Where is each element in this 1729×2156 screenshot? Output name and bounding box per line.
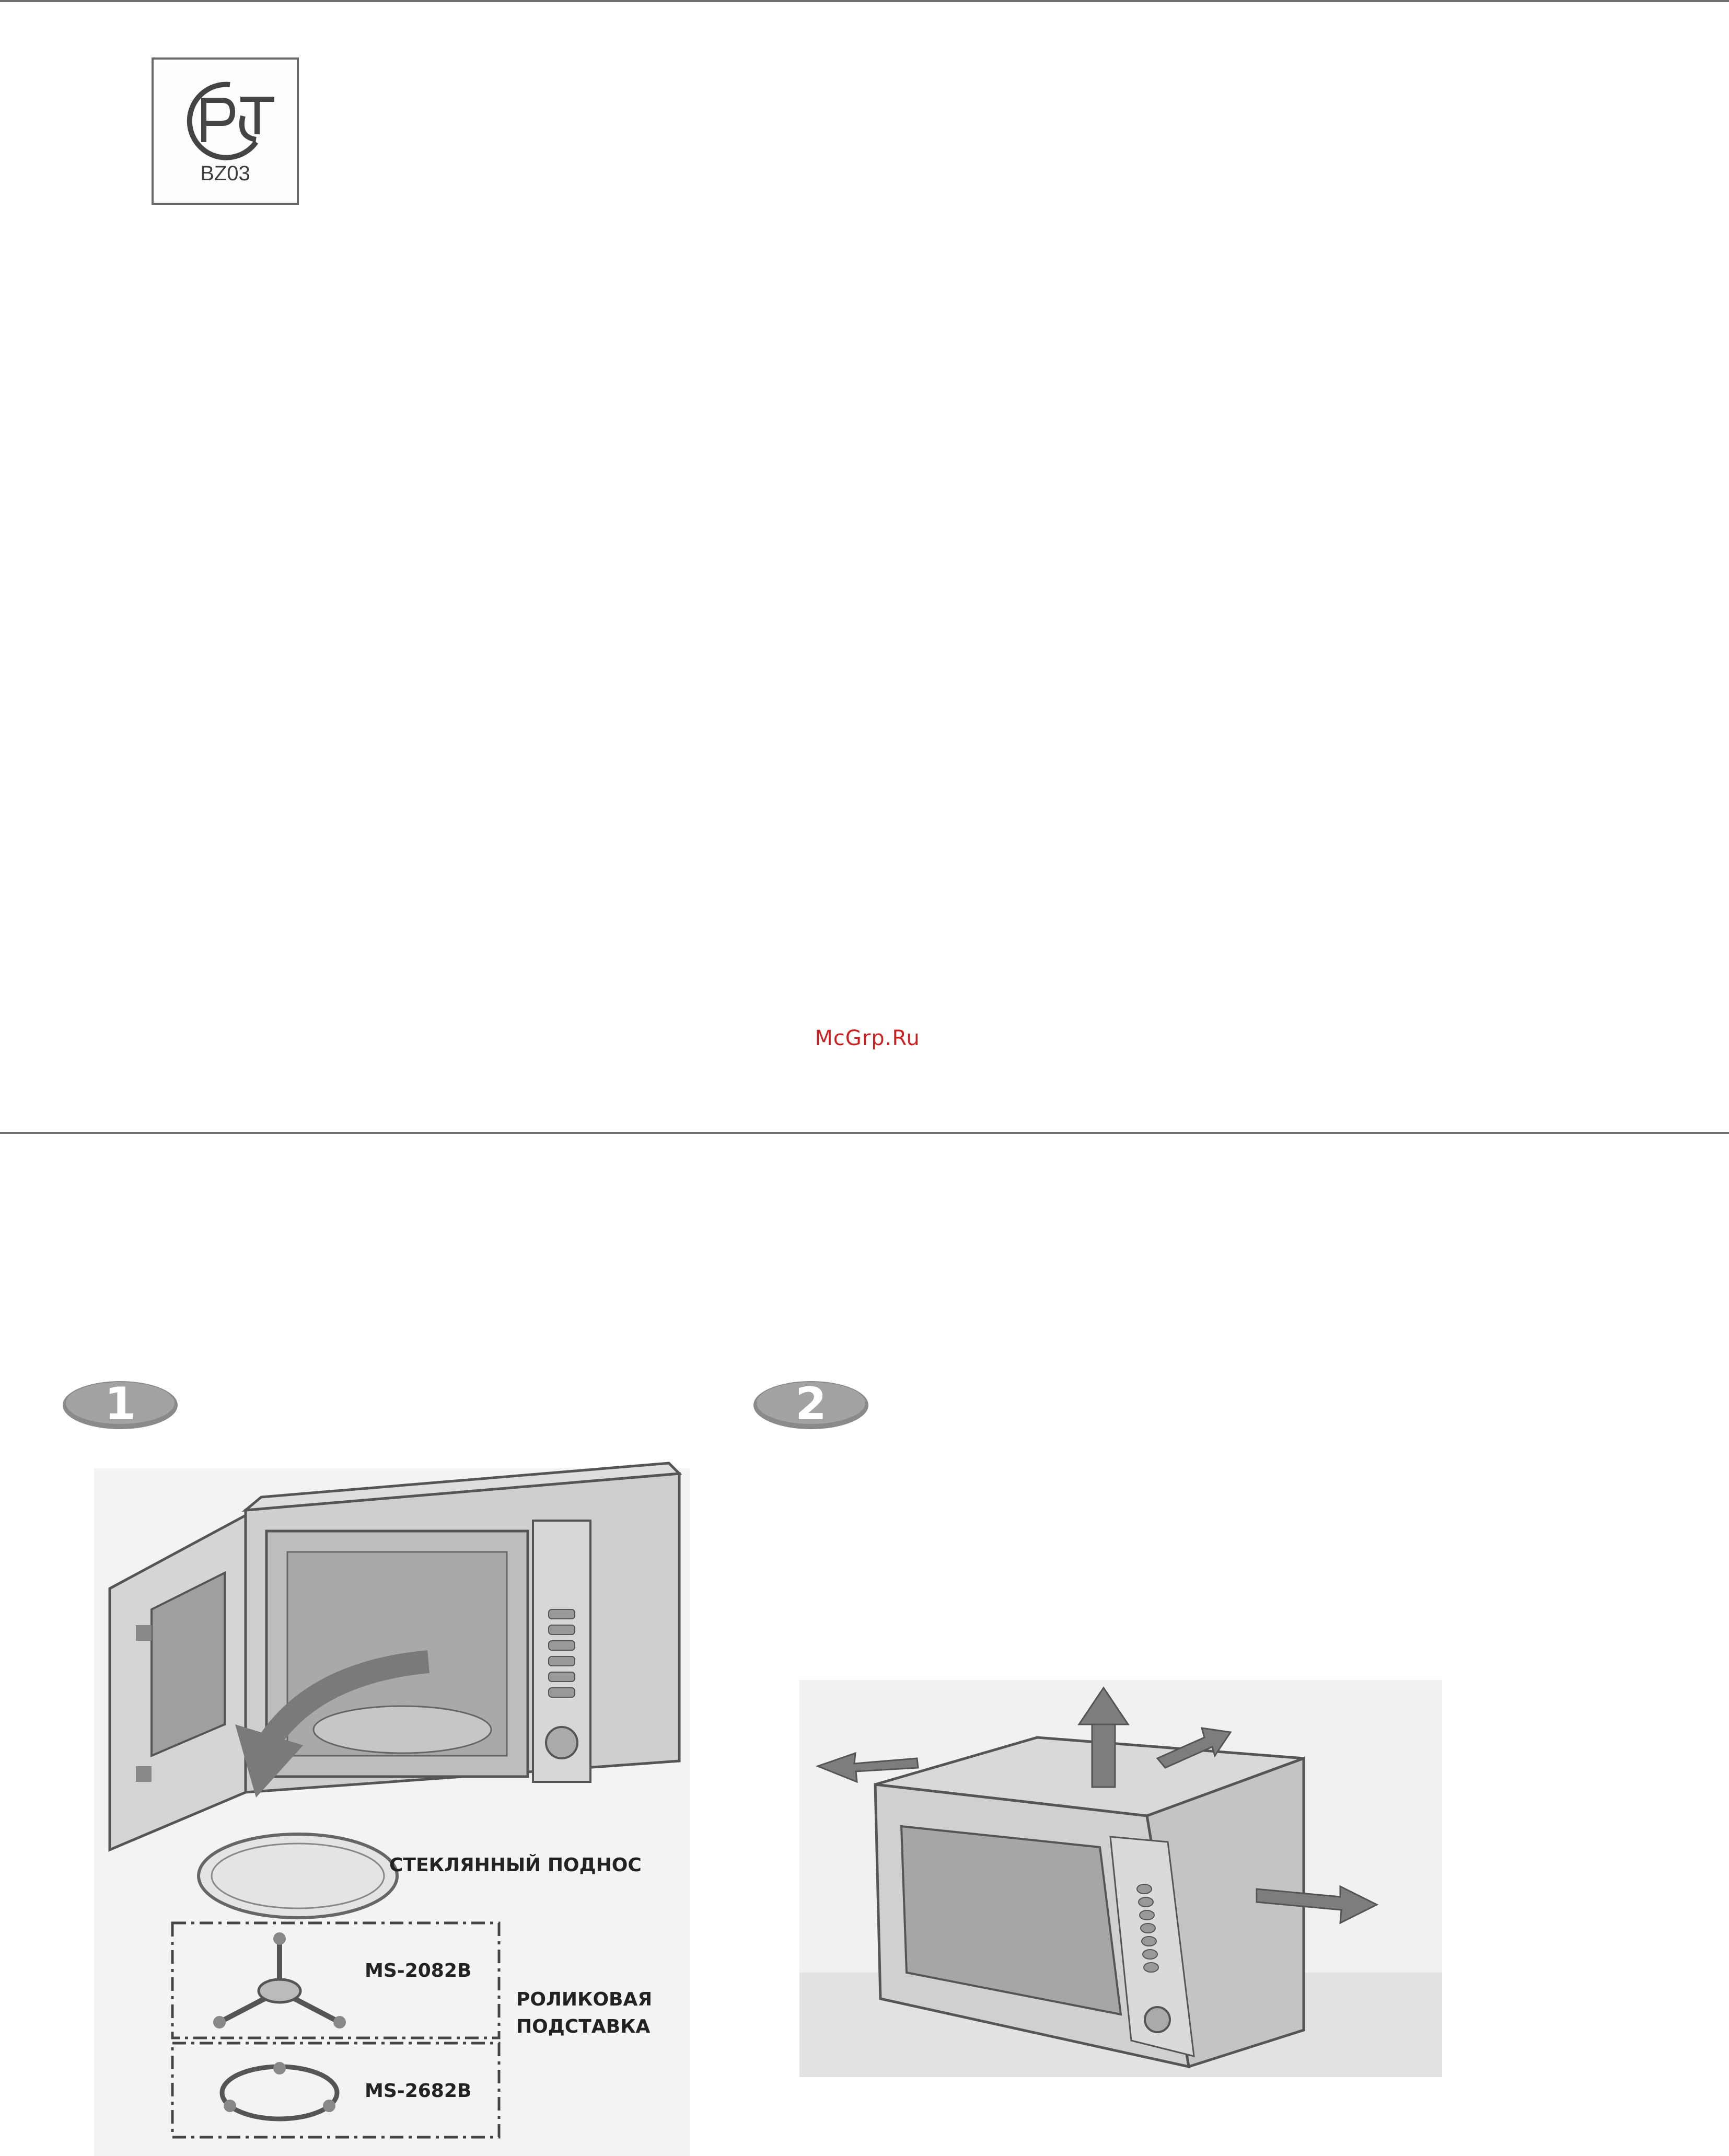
figure-microwave-ventilation <box>797 1680 1445 2077</box>
page-top-border <box>0 0 1729 2</box>
step-2-badge <box>752 1380 870 1431</box>
model-ms-2082b-label: MS-2082B <box>365 1960 472 1981</box>
page-separator <box>0 1132 1729 1134</box>
step-1-number: 1 <box>105 1380 136 1430</box>
step-1-badge <box>62 1380 179 1431</box>
roller-support-label-line2: ПОДСТАВКА <box>516 2016 651 2037</box>
figure-microwave-open-door <box>94 1453 690 2156</box>
rst-logo-icon <box>172 74 282 163</box>
model-ms-2682b-label: MS-2682B <box>365 2080 472 2102</box>
step-2-number: 2 <box>795 1380 827 1430</box>
certification-code: BZ03 <box>200 162 250 185</box>
certification-mark <box>152 57 299 205</box>
roller-support-label-line1: РОЛИКОВАЯ <box>516 1989 653 2010</box>
watermark-text: McGrp.Ru <box>815 1026 920 1050</box>
glass-tray-label: СТЕКЛЯННЫЙ ПОДНОС <box>389 1854 642 1876</box>
